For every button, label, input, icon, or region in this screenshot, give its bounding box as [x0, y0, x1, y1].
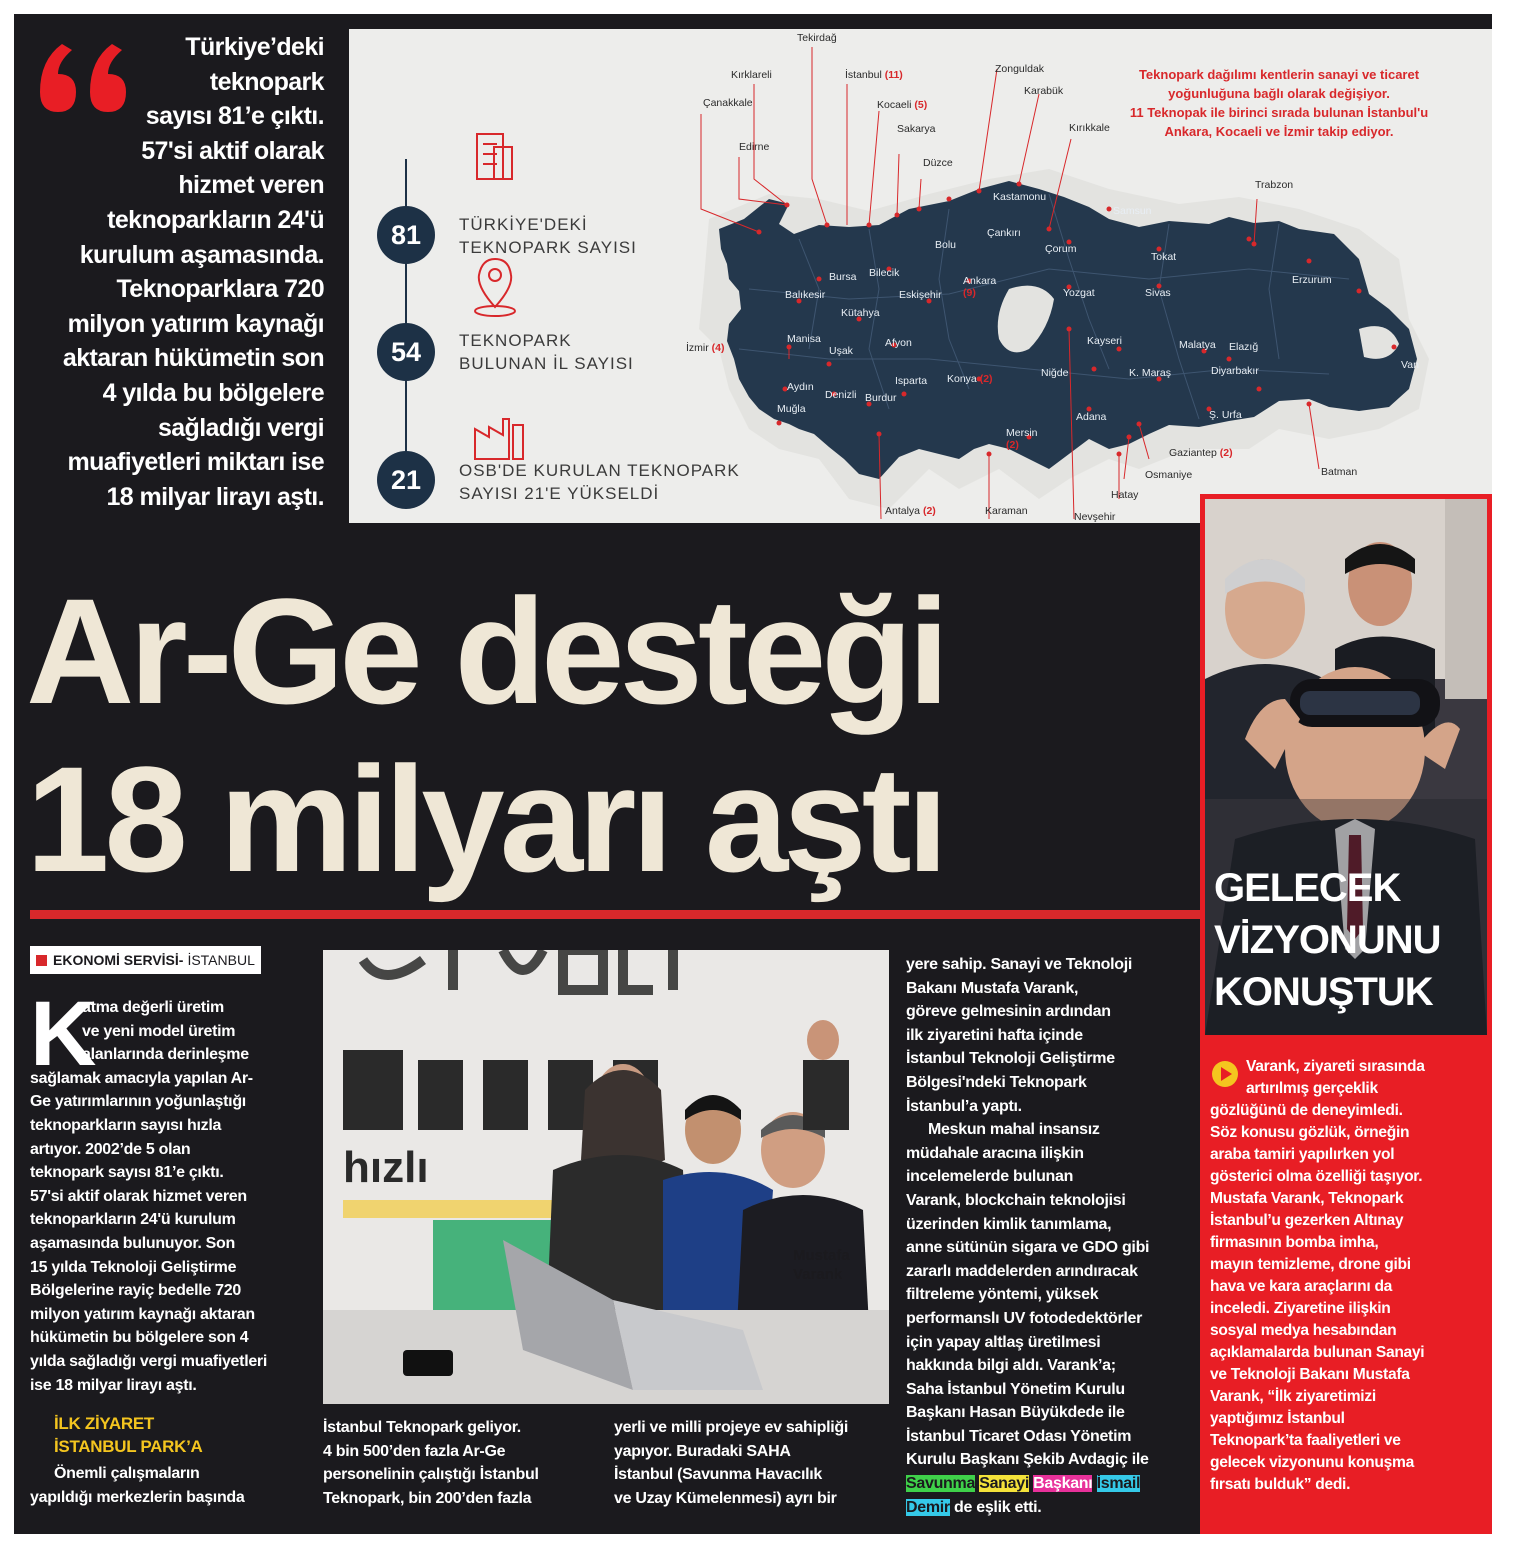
- map-note-line: Teknopark dağılımı kentlerin sanayi ve ticaret: [1138, 67, 1420, 82]
- stat-teknopark-count: [349, 201, 739, 271]
- byline-section: EKONOMİ SERVİSİ-: [53, 952, 184, 968]
- sidebar-line: açıklamalarda bulunan Sanayi: [1210, 1344, 1425, 1361]
- city-label: Kastamonu: [993, 191, 1047, 203]
- map-note: [1089, 65, 1469, 141]
- stat-value: 81: [377, 206, 435, 264]
- article-line: hakkında bilgi aldı. Varank’a;: [906, 1357, 1116, 1375]
- quote-line: Teknoparklara 720: [116, 275, 324, 304]
- city-label: Ş. Urfa: [1209, 409, 1242, 421]
- stat-value: 54: [377, 323, 435, 381]
- sidebar-line: firmasının bomba imha,: [1210, 1234, 1379, 1251]
- quote-line: aktaran hükümetin son: [62, 344, 324, 373]
- highlighted-word: Savunma: [906, 1475, 976, 1493]
- article-line: teknoparkların sayısı hızla: [30, 1116, 222, 1134]
- article-line: Ge yatırımlarının yoğunlaştığı: [30, 1093, 246, 1111]
- city-label: Mersin (2): [1006, 427, 1038, 451]
- subhead-line: İSTANBUL PARK’A: [54, 1437, 203, 1456]
- city-label: Çankırı: [987, 227, 1021, 239]
- stat-label: [459, 213, 637, 259]
- map-note-line: 11 Teknopak ile birinci sırada bulunan İstanbul'u: [1129, 105, 1429, 120]
- quote-line: sayısı 81’e çıktı.: [145, 102, 324, 131]
- building-icon: [477, 134, 512, 179]
- article-line: zararlı maddelerden arındıracak: [906, 1262, 1138, 1280]
- byline: [30, 946, 261, 974]
- city-label: Bolu: [935, 239, 957, 251]
- article-line: Bölgelerine rayiç bedelle 720: [30, 1282, 241, 1300]
- article-line: alanlarında derinleşme: [82, 1046, 249, 1064]
- city-label: Adana: [1076, 411, 1107, 423]
- article-line: İstanbul Ticaret Odası Yönetim: [906, 1427, 1132, 1445]
- city-label: Sakarya: [897, 123, 936, 135]
- quote-line: hizmet veren: [178, 171, 324, 200]
- city-label: K. Maraş: [1129, 367, 1172, 379]
- article-line: Teknopark, bin 200’den fazla: [323, 1489, 532, 1507]
- article-line: göreve gelmesinin ardından: [906, 1003, 1111, 1021]
- quote-line: 4 yılda bu bölgelere: [102, 378, 324, 407]
- city-label: Bursa: [829, 271, 857, 283]
- article-line: sağlamak amacıyla yapılan Ar-: [30, 1069, 253, 1087]
- photo-illustration: [323, 950, 889, 1404]
- article-line: Meskun mahal insansız: [928, 1121, 1100, 1139]
- article-line: personelinin çalıştığı İstanbul: [323, 1466, 539, 1484]
- city-label: Niğde: [1041, 367, 1069, 379]
- sidebar-line: yaptığımız İstanbul: [1210, 1410, 1345, 1427]
- stat-label-line: OSB'DE KURULAN TEKNOPARK: [459, 461, 740, 480]
- city-label: Yozgat: [1063, 287, 1095, 299]
- article-line: yılda sağladığı vergi muafiyetleri: [30, 1352, 268, 1370]
- quote-line: 18 milyar lirayı aştı.: [106, 482, 324, 511]
- quote-line: muafiyetleri miktarı ise: [67, 448, 324, 477]
- sidebar-line: İstanbul’u gezerken Altınay: [1210, 1212, 1404, 1229]
- sidebar-line: Teknopark’ta faaliyetleri ve: [1210, 1432, 1401, 1449]
- photo-caption-line: Mustafa: [793, 1247, 850, 1264]
- city-label: Eskişehir: [899, 289, 942, 301]
- article-line: teknoparkların 24'ü kurulum: [30, 1211, 236, 1229]
- sidebar-line: sosyal medya hesabından: [1210, 1322, 1397, 1339]
- svg-text:hızlı: hızlı: [343, 1143, 429, 1192]
- article-line: ve Uzay Kümelenmesi) ayrı bir: [614, 1489, 837, 1507]
- sidebar-line: Varank, “İlk ziyaretimizi: [1210, 1388, 1376, 1405]
- stat-label: [459, 459, 740, 505]
- highlighted-word: Başkanı: [1033, 1475, 1093, 1493]
- article-line: Bölgesi'ndeki Teknopark: [906, 1073, 1087, 1091]
- city-label: Çanakkale: [703, 97, 753, 109]
- article-line: incelemelerde bulunan: [906, 1168, 1074, 1186]
- article-line: teknopark sayısı 81’e çıktı.: [30, 1164, 224, 1182]
- city-label: Erzurum: [1292, 274, 1332, 286]
- lead-quote: [34, 30, 324, 514]
- city-label: İzmir (4): [686, 342, 725, 354]
- article-line: artıyor. 2002’de 5 olan: [30, 1140, 191, 1158]
- city-label: Aydın: [787, 381, 814, 393]
- sidebar-headline-line: KONUŞTUK: [1214, 970, 1433, 1014]
- quote-line: Türkiye’deki: [185, 33, 324, 61]
- article-line: üzerinden kimlik tanımlama,: [906, 1215, 1112, 1233]
- article-line: 4 bin 500’den fazla Ar-Ge: [323, 1442, 506, 1460]
- city-label: Osmaniye: [1145, 469, 1193, 481]
- map-note-line: Ankara, Kocaeli ve İzmir takip ediyor.: [1164, 124, 1394, 139]
- stat-label-line: TEKNOPARK SAYISI: [459, 238, 637, 257]
- sidebar-line: ve Teknoloji Bakanı Mustafa: [1210, 1366, 1410, 1383]
- stat-il-count: [349, 319, 739, 389]
- quote-line: teknopark: [209, 67, 324, 96]
- article-line: yerli ve milli projeye ev sahipliği: [614, 1419, 849, 1436]
- subhead: [54, 1412, 203, 1458]
- article-column-4: [906, 953, 1196, 1519]
- city-label: Sivas: [1145, 287, 1171, 299]
- sidebar-line: gelecek vizyonunu konuşma: [1210, 1454, 1414, 1471]
- sidebar-line: fırsatı bulduk” dedi.: [1210, 1476, 1351, 1493]
- article-column-3: [614, 1416, 899, 1510]
- article-line: yapıyor. Buradaki SAHA: [614, 1442, 791, 1460]
- city-label: Uşak: [829, 345, 853, 357]
- stat-osb-count: [349, 453, 739, 523]
- article-line: Bakanı Mustafa Varank,: [906, 979, 1079, 997]
- sidebar-line: gösterici olma özelliği taşıyor.: [1210, 1168, 1423, 1185]
- city-label: Gaziantep (2): [1169, 447, 1233, 459]
- city-label: Denizli: [825, 389, 857, 401]
- highlighted-word: Demir: [906, 1498, 950, 1516]
- headline-rule: [30, 910, 1200, 919]
- city-label: Balıkesir: [785, 289, 826, 301]
- article-line: 57'si aktif olarak hizmet veren: [30, 1187, 247, 1205]
- newspaper-page: [14, 14, 1492, 1534]
- article-line-highlighted: [906, 1472, 1196, 1496]
- photo-caption-line: Varank: [793, 1266, 843, 1283]
- stat-label-line: BULUNAN İL SAYISI: [459, 354, 634, 373]
- article-line: Başkanı Hasan Büyükdede ile: [906, 1404, 1125, 1422]
- photo-caption: [793, 1246, 850, 1284]
- office-photo: [323, 950, 889, 1404]
- subhead-line: İLK ZİYARET: [54, 1414, 154, 1433]
- article-line: milyon yatırım kaynağı aktaran: [30, 1305, 255, 1323]
- article-line: İstanbul’a yaptı.: [906, 1097, 1022, 1115]
- article-column-1-continued: [30, 1462, 310, 1509]
- city-label: Manisa: [787, 333, 821, 345]
- city-label: Hatay: [1111, 489, 1139, 501]
- byline-square-icon: [36, 955, 47, 966]
- city-label: Tekirdağ: [797, 32, 837, 44]
- sidebar-panel: [1200, 494, 1492, 1534]
- city-label: Diyarbakır: [1211, 365, 1259, 377]
- sidebar-line: mayın temizleme, drone gibi: [1210, 1256, 1411, 1273]
- article-line: için yapay altlaş üretilmesi: [906, 1333, 1101, 1351]
- article-line: hükümetin bu bölgelere son 4: [30, 1329, 249, 1347]
- article-line: Önemli çalışmaların: [54, 1465, 200, 1482]
- article-line: İstanbul (Savunma Havacılık: [614, 1466, 822, 1484]
- city-label: Düzce: [923, 157, 953, 169]
- quote-line: milyon yatırım kaynağı: [67, 309, 324, 338]
- city-label: Edirne: [739, 141, 770, 153]
- sidebar-headline-line: GELECEK: [1214, 866, 1401, 910]
- article-line-tail: de eşlik etti.: [954, 1498, 1042, 1516]
- city-label: Bilecik: [869, 267, 900, 279]
- article-line: müdahale aracına ilişkin: [906, 1144, 1084, 1162]
- stat-value: 21: [377, 451, 435, 509]
- city-label: İstanbul (11): [845, 69, 903, 81]
- article-line: ve yeni model üretim: [82, 1022, 236, 1040]
- city-label: Karabük: [1024, 85, 1064, 97]
- city-label: Afyon: [885, 337, 912, 349]
- city-label: Kocaeli (5): [877, 99, 928, 111]
- city-label: Antalya (2): [885, 505, 936, 517]
- sidebar-line: Mustafa Varank, Teknopark: [1210, 1190, 1404, 1207]
- article-line-highlighted: [906, 1496, 1196, 1520]
- city-label: Tokat: [1151, 251, 1177, 263]
- headline-line: Ar-Ge desteği: [26, 567, 945, 735]
- city-label: Nevşehir: [1074, 511, 1116, 523]
- map-note-line: yoğunluğuna bağlı olarak değişiyor.: [1168, 86, 1390, 101]
- sidebar-headline: [1214, 862, 1474, 1018]
- quote-line: sağladığı vergi: [157, 413, 324, 442]
- article-line: İstanbul Teknopark geliyor.: [323, 1419, 521, 1436]
- teknopark-infographic: [349, 29, 1492, 523]
- city-label: Isparta: [895, 375, 928, 387]
- stat-label-line: SAYISI 21'E YÜKSELDİ: [459, 484, 660, 503]
- city-label: Karaman: [985, 505, 1028, 517]
- sidebar-line: Varank, ziyareti sırasında: [1246, 1058, 1425, 1075]
- stat-label-line: TÜRKİYE'DEKİ: [459, 215, 588, 234]
- drop-cap: K: [30, 983, 97, 1085]
- article-line: ilk ziyaretini hafta içinde: [906, 1026, 1083, 1044]
- article-column-2: [323, 1416, 603, 1510]
- sidebar-line: inceledi. Ziyaretine ilişkin: [1210, 1300, 1391, 1317]
- quote-line: teknoparkların 24'ü: [107, 205, 324, 234]
- highlighted-word: Sanayi: [979, 1475, 1029, 1493]
- city-label: Elazığ: [1229, 341, 1259, 353]
- city-label: Kırklareli: [731, 69, 772, 81]
- article-line: performanslı UV fotodedektörler: [906, 1309, 1143, 1327]
- sidebar-line: Söz konusu gözlük, örneğin: [1210, 1124, 1410, 1141]
- article-line: anne sütünün sigara ve GDO gibi: [906, 1239, 1150, 1257]
- quote-line: kurulum aşamasında.: [79, 240, 324, 269]
- stat-label: [459, 329, 634, 375]
- article-line: yapıldığı merkezlerin başında: [30, 1488, 245, 1506]
- sidebar-line: artırılmış gerçeklik: [1246, 1080, 1378, 1097]
- quote-line: 57'si aktif olarak: [141, 136, 324, 165]
- city-label: Batman: [1321, 466, 1358, 478]
- sidebar-line: gözlüğünü de deneyimledi.: [1210, 1102, 1403, 1119]
- article-line: Saha İstanbul Yönetim Kurulu: [906, 1380, 1125, 1398]
- city-label: Zonguldak: [995, 63, 1045, 75]
- article-line: Kurulu Başkanı Şekib Avdagiç ile: [906, 1451, 1149, 1469]
- article-line: aşamasında bulunuyor. Son: [30, 1234, 235, 1252]
- city-label: Trabzon: [1255, 179, 1294, 191]
- city-label: Kayseri: [1087, 335, 1123, 347]
- sidebar-body: [1210, 1056, 1486, 1496]
- city-label: Van: [1401, 359, 1419, 371]
- city-label: Malatya: [1179, 339, 1216, 351]
- article-line: ise 18 milyar lirayı aştı.: [30, 1376, 197, 1394]
- city-label: Kırıkkale: [1069, 122, 1110, 134]
- sidebar-headline-line: VİZYONUNU: [1214, 918, 1441, 962]
- article-line: İstanbul Teknoloji Geliştirme: [906, 1050, 1115, 1068]
- city-label: Kütahya: [841, 307, 880, 319]
- byline-city: İSTANBUL: [187, 952, 255, 968]
- city-label: Muğla: [777, 403, 806, 415]
- city-label: Burdur: [865, 392, 897, 404]
- headline-line: 18 milyarı aştı: [26, 735, 944, 903]
- highlighted-word: İsmail: [1096, 1475, 1141, 1493]
- stat-label-line: TEKNOPARK: [459, 331, 572, 350]
- city-label: Ankara (9): [963, 275, 997, 299]
- city-label: Çorum: [1045, 243, 1077, 255]
- article-line: yere sahip. Sanayi ve Teknoloji: [906, 956, 1133, 973]
- article-column-1: [30, 983, 310, 1397]
- sidebar-line: araba tamiri yapılırken yol: [1210, 1146, 1395, 1163]
- city-label: Konya (2): [947, 373, 993, 385]
- sidebar-line: hava ve kara araçlarını da: [1210, 1278, 1393, 1295]
- article-line: atma değerli üretim: [82, 999, 224, 1016]
- article-line: filtreleme yöntemi, yüksek: [906, 1286, 1099, 1304]
- city-label: Samsun: [1113, 205, 1152, 217]
- article-line: 15 yılda Teknoloji Geliştirme: [30, 1258, 237, 1276]
- headline: [26, 567, 1206, 903]
- article-line: Varank, blockchain teknolojisi: [906, 1191, 1126, 1209]
